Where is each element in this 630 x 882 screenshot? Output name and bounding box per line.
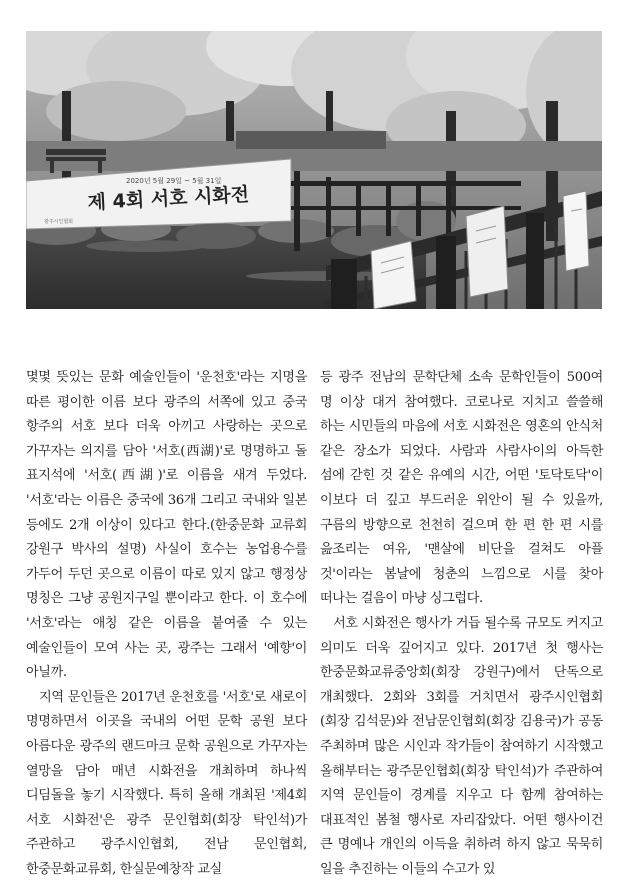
article-photo (26, 31, 602, 309)
article-paragraph: 몇몇 뜻있는 문화 예술인들이 '운천호'라는 지명을 따른 평이한 이름 보다 광주의 서쪽에 있고 중국 항주의 서호 보다 더욱 아끼고 사랑하는 곳으로 가꾸자는 의지를 담아 '서호(西湖)'로 명명하고 돌 표지석에 '서호(西湖)'로 이름을 새겨 두었다. '서호'라는 이름은 중국에 36개 그리고 국내와 일본 등에도 2개 이상이 있다고 한다.(한중문화 교류회 강원구 박사의 설명) 사실이 호수는 농업용수를 가두어 두던 곳으로 이름이 따로 있지 않고 행정상 명칭은 그냥 공원지구일 뿐이라고 한다. 이 호수에 '서호'라는 애칭 같은 이름을 붙여줄 수 있는 예술인들이 모여 사는 곳, 광주는 그래서 '예향'이 아닐까. (26, 370, 307, 681)
article-paragraph: 등 광주 전남의 문학단체 소속 문학인들이 500여 명 이상 대거 참여했다. 코로나로 지치고 쓸쓸해 하는 시민들의 마음에 서호 시화전은 영혼의 안식처 같은 장소가 되었다. 사람과 사람사이의 아득한 섬에 갇힌 것 같은 유예의 시간, 어떤 '토닥토닥'이 이보다 더 깊고 부드러운 위안이 될 수 있을까, 구름의 방향으로 천천히 걸으며 한 편 한 편 시를 읊조리는 여유, '맨살에 비단을 걸쳐도 아플 것'이라는 봄날에 청춘의 느낌으로 시를 찾아 떠나는 걸음이 마냥 싱그럽다. (320, 370, 603, 607)
article-paragraph: 서호 시화전은 행사가 거듭 될수록 규모도 커지고 의미도 더욱 깊어지고 있다. 2017년 첫 행사는 한중문화교류중앙회(회장 강원구)에서 단독으로 개최했다. 2회와 3회를 거치면서 광주시인협회(회장 김석문)와 전남문인협회(회장 김용국)가 공동 주최하며 많은 시인과 작가들이 참여하기 시작했고 올해부터는 광주문인협회(회장 탁인석)가 주관하여 지역 문인들이 경계를 지우고 다 함께 참여하는 대표적인 봄철 행사로 자리잡았다. 어떤 행사이건 큰 명예나 개인의 이득을 취하려 하지 않고 묵묵히 일을 추진하는 이들의 수고가 있 (320, 615, 603, 877)
park-scene (26, 31, 602, 309)
article-column-left (26, 366, 307, 882)
article-paragraph: 지역 문인들은 2017년 운천호를 '서호'로 새로이 명명하면서 이곳을 국내의 어떤 문학 공원 보다 아름다운 광주의 랜드마크 문학 공원으로 가꾸자는 열망을 담아 매년 시화전을 개최하며 하나씩 디딤돌을 놓기 시작했다. 특히 올해 개최된 '제4회 서호 시화전'은 광주 문인협회(회장 탁인석)가 주관하고 광주시인협회, 전남 문인협회, 한중문화교류회, 한실문예창작 교실 (26, 689, 307, 877)
article-column-right (320, 366, 603, 882)
banner-title: 제 4회 서호 시화전 (87, 183, 250, 214)
banner-organizer: 광주시인협회 (44, 219, 73, 225)
banner-date: 2020년 5월 29일 ~ 5월 31일 (126, 177, 222, 185)
